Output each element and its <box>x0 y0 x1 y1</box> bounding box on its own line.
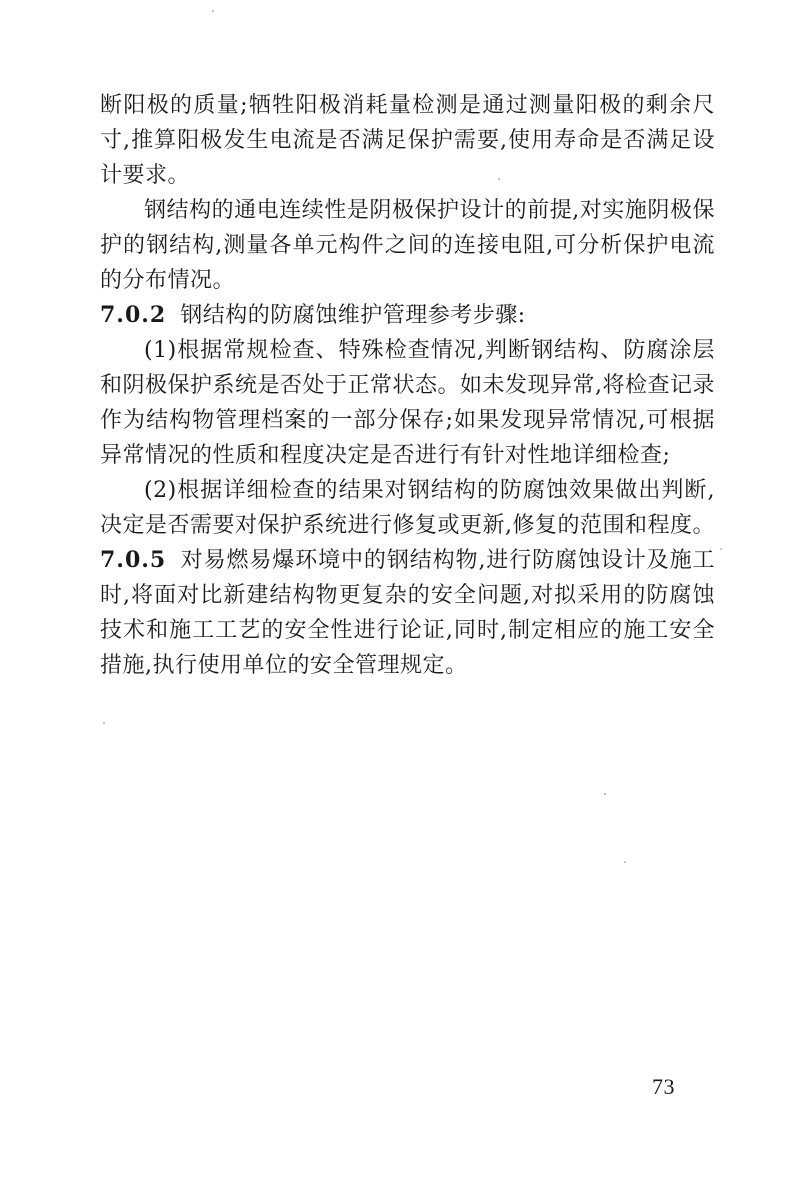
clause-number: 7.0.5 <box>100 547 167 573</box>
clause-text: 钢结构的防腐蚀维护管理参考步骤: <box>180 303 526 328</box>
paragraph-text: (1)根据常规检查、特殊检查情况,判断钢结构、防腐涂层和阴极保护系统是否处于正常状态。如未发现异常,将检查记录作为结构物管理档案的一部分保存;如果发现异常情况,可根据异常情况的性质和程度决定是否进行有针对性地详细检查; <box>100 338 715 468</box>
clause-7-0-5 <box>100 543 715 683</box>
paragraph-step-2 <box>100 473 715 543</box>
page-number: 73 <box>652 1074 675 1099</box>
scan-speck <box>498 178 500 180</box>
body-text <box>100 88 715 683</box>
paragraph-step-1 <box>100 333 715 473</box>
paragraph-anode-quality <box>100 88 715 193</box>
scan-speck <box>103 722 105 724</box>
scan-speck <box>604 793 606 795</box>
clause-text: 对易燃易爆环境中的钢结构物,进行防腐蚀设计及施工时,将面对比新建结构物更复杂的安全问题,对拟采用的防腐蚀技术和施工工艺的安全性进行论证,同时,制定相应的施工安全措施,执行使用单位的安全管理规定。 <box>100 548 715 678</box>
paragraph-continuity <box>100 193 715 298</box>
paragraph-text: 钢结构的通电连续性是阴极保护设计的前提,对实施阴极保护的钢结构,测量各单元构件之间的连接电阻,可分析保护电流的分布情况。 <box>100 198 715 293</box>
clause-number: 7.0.2 <box>100 302 167 328</box>
scan-speck <box>720 548 722 550</box>
paragraph-text: 断阳极的质量;牺牲阳极消耗量检测是通过测量阳极的剩余尺寸,推算阳极发生电流是否满足保护需要,使用寿命是否满足设计要求。 <box>100 93 715 188</box>
clause-7-0-2 <box>100 298 715 333</box>
paragraph-text: (2)根据详细检查的结果对钢结构的防腐蚀效果做出判断,决定是否需要对保护系统进行修复或更新,修复的范围和程度。 <box>100 478 715 538</box>
scan-speck <box>212 10 214 12</box>
scan-speck <box>624 861 626 863</box>
